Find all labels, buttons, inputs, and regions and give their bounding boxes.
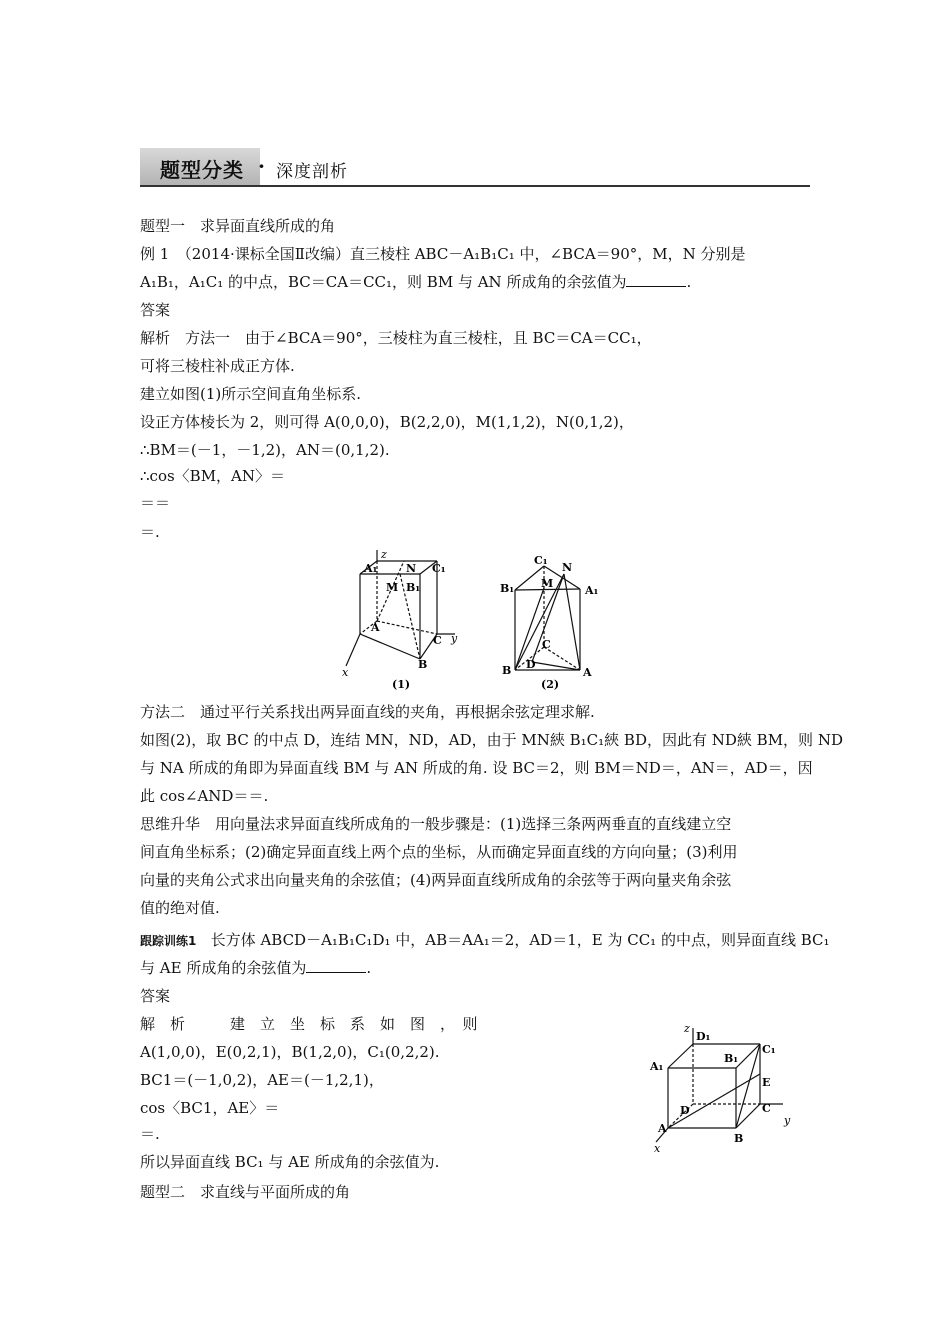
fig1-dashed bbox=[377, 621, 437, 634]
fig2-edge bbox=[532, 662, 580, 670]
fig3-label: A₁ bbox=[650, 1060, 664, 1073]
fig2-label: B₁ bbox=[500, 582, 515, 595]
header-subtitle: 深度剖析 bbox=[276, 162, 348, 182]
fig1-label: C₁ bbox=[432, 562, 446, 575]
fig1-label: B bbox=[418, 658, 428, 671]
fig1-label: A bbox=[371, 621, 380, 634]
period-2: . bbox=[366, 959, 372, 977]
example-line-1: 例 1 （2014·课标全国Ⅱ改编）直三棱柱 ABC－A₁B₁C₁ 中，∠BCA＝90°，M，N 分别是 bbox=[140, 245, 746, 263]
fig3-label: B₁ bbox=[724, 1052, 739, 1065]
training-analysis-2: A(1,0,0)，E(0,2,1)，B(1,2,0)，C₁(0,2,2). bbox=[140, 1043, 440, 1061]
fig3-label: D₁ bbox=[696, 1030, 711, 1043]
training-text: 长方体 ABCD－A₁B₁C₁D₁ 中，AB＝AA₁＝2，AD＝1，E 为 CC₁ 的中点，则异面直线 BC₁ bbox=[210, 931, 830, 949]
header-dot: · bbox=[258, 154, 265, 178]
analysis-line-8: ＝. bbox=[140, 523, 160, 541]
fig2-edge bbox=[515, 566, 544, 590]
fig2-label: C₁ bbox=[534, 554, 548, 567]
fig1-x-axis bbox=[346, 634, 360, 666]
analysis-line-7: ＝＝ bbox=[140, 494, 171, 512]
answer-label-2: 答案 bbox=[140, 987, 171, 1005]
training-analysis-6: 所以异面直线 BC₁ 与 AE 所成角的余弦值为. bbox=[140, 1153, 440, 1171]
fig2-label: D bbox=[526, 658, 536, 671]
method-two-line-4: 此 cos∠AND＝＝. bbox=[140, 787, 269, 805]
fig3-label: A bbox=[658, 1122, 667, 1135]
figure-1-cube bbox=[340, 546, 470, 694]
fig3-label: D bbox=[680, 1104, 690, 1117]
answer-label: 答案 bbox=[140, 301, 171, 319]
topic-two-heading: 题型二 求直线与平面所成的角 bbox=[140, 1183, 351, 1201]
fig2-edge bbox=[564, 574, 580, 670]
fig2-label: B bbox=[502, 664, 512, 677]
fig1-label: y bbox=[451, 632, 458, 645]
fig2-label: M bbox=[541, 577, 554, 590]
training-analysis-4: cos〈BC1，AE〉＝ bbox=[140, 1099, 280, 1117]
fig1-label: A₁ bbox=[364, 562, 378, 575]
fig3-label: z bbox=[684, 1022, 690, 1035]
fig3-label: E bbox=[762, 1076, 771, 1089]
fig1-label: M bbox=[386, 581, 399, 594]
example-text: A₁B₁，A₁C₁ 的中点，BC＝CA＝CC₁，则 BM 与 AN 所成角的余弦值为 bbox=[140, 273, 627, 291]
topic-one-heading: 题型一 求异面直线所成的角 bbox=[140, 217, 336, 235]
training-text-2: 与 AE 所成角的余弦值为 bbox=[140, 959, 307, 977]
method-two-line-2: 如图(2)，取 BC 的中点 D，连结 MN，ND，AD，由于 MN綊 B₁C₁綊 BD，因此有 ND綊 BM，则 ND bbox=[140, 731, 843, 749]
section-header bbox=[140, 148, 810, 186]
fig1-label: C bbox=[433, 634, 442, 647]
analysis-line-5: ∴BM＝(－1，－1,2)，AN＝(0,1,2). bbox=[140, 441, 390, 459]
example-line-2 bbox=[140, 272, 691, 292]
analysis-line-1: 解析 方法一 由于∠BCA＝90°，三棱柱为直三棱柱，且 BC＝CA＝CC₁， bbox=[140, 329, 652, 347]
training-analysis-5: ＝. bbox=[140, 1125, 160, 1143]
fig3-label: y bbox=[784, 1114, 791, 1127]
fig3-label: C₁ bbox=[762, 1043, 776, 1056]
training-line-1 bbox=[140, 930, 830, 951]
fig3-edge bbox=[668, 1044, 693, 1068]
analysis-line-6: ∴cos〈BM，AN〉＝ bbox=[140, 467, 286, 485]
answer-blank bbox=[626, 272, 686, 287]
fig2-label: N bbox=[562, 561, 573, 574]
analysis-line-4: 设正方体棱长为 2，则可得 A(0,0,0)，B(2,2,0)，M(1,1,2)，N(0,1,2)， bbox=[140, 413, 634, 431]
fig2-caption: (2) bbox=[541, 678, 560, 691]
fig2-label: A bbox=[583, 666, 592, 679]
fig1-label: B₁ bbox=[406, 581, 421, 594]
fig1-label: N bbox=[406, 562, 417, 575]
method-two-line: 方法二 通过平行关系找出两异面直线的夹角，再根据余弦定理求解. bbox=[140, 703, 595, 721]
fig3-label: B bbox=[734, 1132, 744, 1145]
header-title: 题型分类 bbox=[160, 158, 244, 182]
fig3-edge bbox=[668, 1074, 760, 1128]
fig2-label: C bbox=[542, 638, 551, 651]
fig1-label: z bbox=[381, 548, 387, 561]
fig1-edge bbox=[360, 634, 420, 659]
figure-3-cuboid bbox=[648, 1018, 798, 1158]
training-tag: 跟踪训练1 bbox=[140, 934, 197, 948]
fig1-label: x bbox=[342, 666, 349, 679]
method-two-line-3: 与 NA 所成的角即为异面直线 BM 与 AN 所成的角. 设 BC＝2，则 BM＝ND＝，AN＝，AD＝，因 bbox=[140, 759, 813, 777]
summary-line-4: 值的绝对值. bbox=[140, 899, 220, 917]
period: . bbox=[686, 273, 692, 291]
analysis-line-2: 可将三棱柱补成正方体. bbox=[140, 357, 295, 375]
fig1-caption: (1) bbox=[392, 678, 411, 691]
training-analysis-1: 解 析 建 立 坐 标 系 如 图 ， 则 bbox=[140, 1015, 478, 1033]
summary-line-3: 向量的夹角公式求出向量夹角的余弦值；(4)两异面直线所成角的余弦等于两向量夹角余弦 bbox=[140, 871, 732, 889]
summary-line-2: 间直角坐标系；(2)确定异面直线上两个点的坐标，从而确定异面直线的方向向量；(3)利用 bbox=[140, 843, 738, 861]
fig3-label: x bbox=[654, 1142, 661, 1155]
analysis-line-3: 建立如图(1)所示空间直角坐标系. bbox=[140, 385, 362, 403]
summary-line-1: 思维升华 用向量法求异面直线所成角的一般步骤是：(1)选择三条两两垂直的直线建立空 bbox=[140, 815, 732, 833]
answer-blank-2 bbox=[306, 958, 366, 973]
fig3-label: C bbox=[762, 1102, 771, 1115]
header-rule bbox=[140, 185, 810, 187]
fig2-label: A₁ bbox=[585, 584, 599, 597]
training-analysis-3: BC1＝(－1,0,2)，AE＝(－1,2,1)， bbox=[140, 1071, 384, 1089]
training-line-2 bbox=[140, 958, 371, 978]
figure-2-prism bbox=[492, 552, 612, 694]
